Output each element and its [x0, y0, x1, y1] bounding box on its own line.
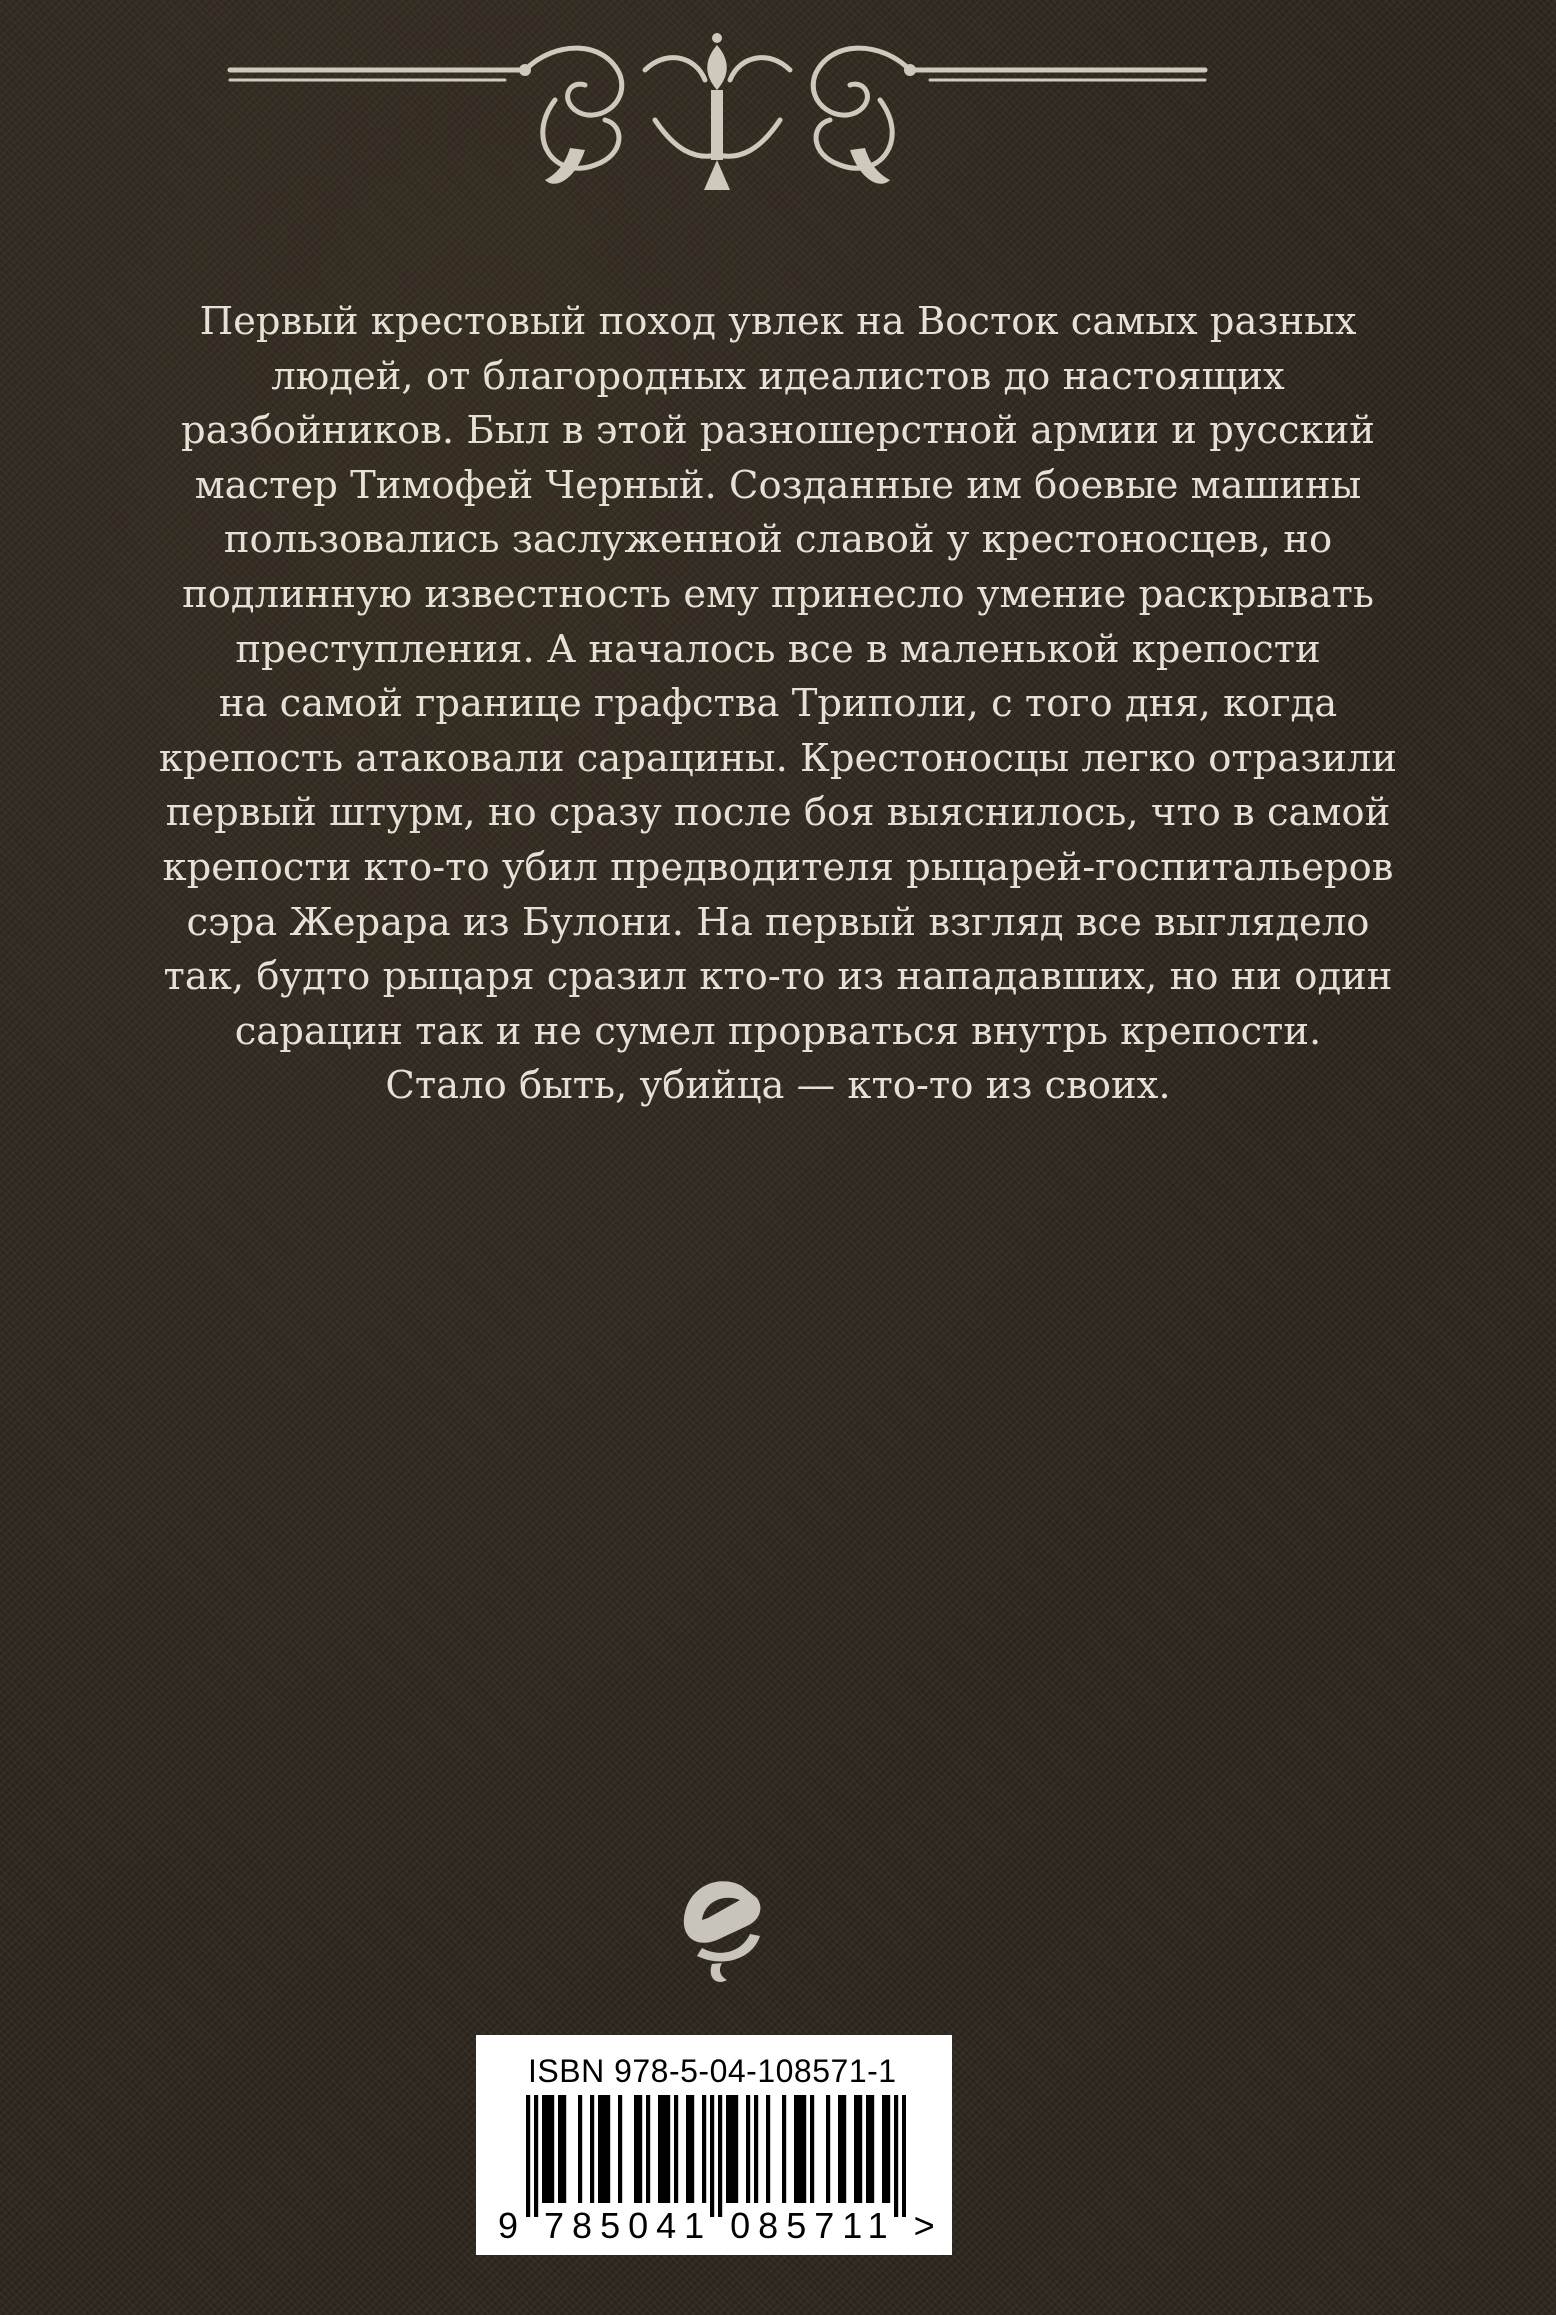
description-line: подлинную известность ему принесло умение раскрывать [182, 571, 1374, 617]
description-line: так, будто рыцаря сразил кто-то из нападавших, но ни один [163, 954, 1393, 1000]
barcode-bar [838, 2095, 842, 2203]
barcode-bar [886, 2095, 890, 2203]
isbn-label: ISBN 978-5-04-108571-1 [528, 2053, 897, 2089]
barcode-bar [794, 2095, 798, 2203]
barcode-bar [686, 2095, 690, 2203]
description-line: сарацин так и не сумел прорваться внутрь крепости. [234, 1008, 1322, 1054]
barcode-bar [870, 2095, 874, 2203]
barcode-bar [718, 2095, 722, 2217]
book-description [90, 295, 1466, 1114]
barcode-bar [710, 2095, 714, 2217]
description-line: пользовались заслуженной славой у крестоносцев, но [223, 517, 1333, 563]
barcode-bar [690, 2095, 694, 2203]
barcode-bar [782, 2095, 786, 2203]
barcode-bar [734, 2095, 738, 2203]
barcode-bar [558, 2095, 562, 2203]
barcode-bar [702, 2095, 706, 2203]
barcode-bar [842, 2095, 846, 2203]
barcode-bar [894, 2095, 898, 2217]
barcode-bar [666, 2095, 670, 2203]
barcode-bar [590, 2095, 594, 2203]
barcode-bar [602, 2095, 606, 2203]
barcode-bar [634, 2095, 638, 2203]
barcode-bar [546, 2095, 550, 2203]
barcode-bar [826, 2095, 830, 2203]
barcode-bar [550, 2095, 554, 2203]
ornament-divider-icon [225, 30, 1210, 200]
barcode-bar [598, 2095, 602, 2203]
barcode-bars [526, 2095, 906, 2217]
barcode-bar [746, 2095, 750, 2203]
barcode-bar [798, 2095, 802, 2203]
description-line: мастер Тимофей Черный. Созданные им боевые машины [194, 462, 1362, 508]
barcode-bar [638, 2095, 642, 2203]
barcode-bar [578, 2095, 582, 2203]
barcode-bar [810, 2095, 814, 2203]
barcode-bar [534, 2095, 538, 2217]
isbn-barcode [476, 2035, 952, 2255]
description-line: сэра Жерара из Булони. На первый взгляд все выглядело [186, 899, 1370, 945]
description-line: Первый крестовый поход увлек на Восток самых разных [199, 299, 1357, 344]
barcode-bar [854, 2095, 858, 2203]
barcode-bar [802, 2095, 806, 2203]
barcode-bar [618, 2095, 622, 2203]
description-line: Стало быть, убийца — кто-то из своих. [385, 1063, 1171, 1109]
description-line: крепость атаковали сарацины. Крестоносцы легко отразили [158, 735, 1398, 781]
barcode-bar [674, 2095, 678, 2203]
description-line: первый штурм, но сразу после боя выяснилось, что в самой [165, 790, 1391, 836]
barcode-bar [730, 2095, 734, 2203]
barcode-bar [542, 2095, 546, 2203]
description-line: на самой границе графства Триполи, с того дня, когда [218, 681, 1338, 727]
barcode-bar [902, 2095, 906, 2217]
barcode-bar [882, 2095, 886, 2203]
barcode-bar [858, 2095, 862, 2203]
barcode-bar [766, 2095, 770, 2203]
barcode-bar [562, 2095, 566, 2203]
barcode-bar [526, 2095, 530, 2217]
barcode-bar [658, 2095, 662, 2203]
barcode-bar [646, 2095, 650, 2203]
description-line: людей, от благородных идеалистов до настоящих [271, 353, 1285, 399]
barcode-digits: 9 785041 085711 > [498, 2205, 943, 2246]
barcode-bar [726, 2095, 730, 2203]
barcode-bar [754, 2095, 758, 2203]
publisher-logo-icon [672, 1868, 772, 1988]
description-line: преступления. А началось все в маленькой крепости [235, 626, 1321, 672]
barcode-bar [866, 2095, 870, 2203]
description-line: разбойников. Был в этой разношерстной армии и русский [181, 408, 1375, 454]
barcode-bar [662, 2095, 666, 2203]
description-line: крепости кто-то убил предводителя рыцарей-госпитальеров [162, 844, 1394, 890]
barcode-bar [606, 2095, 610, 2203]
